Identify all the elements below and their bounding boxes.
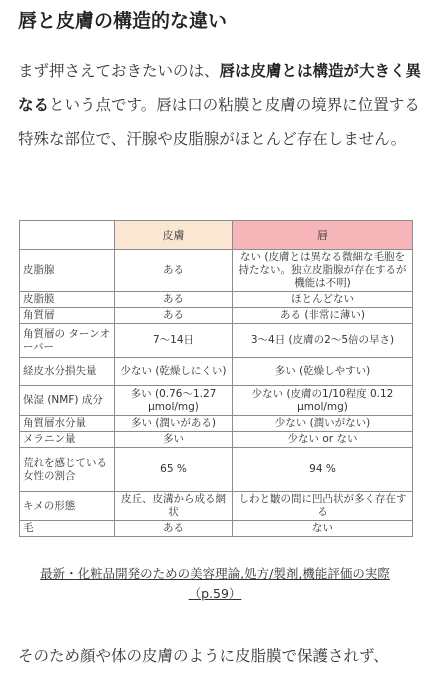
header-cell-skin: 皮膚 [115, 221, 233, 250]
row-label: 保湿 (NMF) 成分 [20, 386, 115, 416]
row-label: 皮脂腺 [20, 250, 115, 292]
row-label: 角質層の ターンオーバー [20, 324, 115, 358]
skin-cell: 多い (潤いがある) [115, 416, 233, 432]
table-row [20, 386, 413, 416]
row-label: 毛 [20, 521, 115, 537]
intro-text-1: まず押さえておきたいのは、 [18, 62, 220, 80]
lip-cell: 3～4日 (皮膚の2～5倍の早さ) [233, 324, 413, 358]
table-row [20, 432, 413, 448]
intro-emphasis: 唇は皮膚とは構造が大きく異なる [18, 62, 422, 114]
lip-cell: ほとんどない [233, 292, 413, 308]
skin-cell: 65 % [115, 448, 233, 492]
skin-cell: ある [115, 250, 233, 292]
skin-cell: ある [115, 521, 233, 537]
section-heading: 唇と皮膚の構造的な違い [18, 10, 228, 32]
lip-cell: 少ない (潤いがない) [233, 416, 413, 432]
lip-cell: 94 % [233, 448, 413, 492]
table-row [20, 416, 413, 432]
table-row [20, 308, 413, 324]
table-row [20, 250, 413, 292]
skin-cell: 多い (0.76～1.27 μmol/mg) [115, 386, 233, 416]
row-label: 角質層 [20, 308, 115, 324]
row-label: メラニン量 [20, 432, 115, 448]
lip-cell: ない [233, 521, 413, 537]
skin-cell: 7～14日 [115, 324, 233, 358]
table-row [20, 292, 413, 308]
header-cell-empty [20, 221, 115, 250]
intro-paragraph [18, 54, 422, 156]
lip-cell: ない (皮膚とは異なる微細な毛胞を持たない。独立皮脂腺が存在するが機能は不明) [233, 250, 413, 292]
lip-cell: しわと皺の間に凹凸状が多く存在する [233, 492, 413, 521]
lip-cell: 少ない (皮膚の1/10程度 0.12 μmol/mg) [233, 386, 413, 416]
row-label: 荒れを感じている 女性の割合 [20, 448, 115, 492]
skin-cell: ある [115, 292, 233, 308]
row-label: 皮脂膜 [20, 292, 115, 308]
table-row [20, 358, 413, 386]
lip-cell: 少ない or ない [233, 432, 413, 448]
lip-cell: ある (非常に薄い) [233, 308, 413, 324]
table-row [20, 324, 413, 358]
skin-cell: 少ない (乾燥しにくい) [115, 358, 233, 386]
lip-cell: 多い (乾燥しやすい) [233, 358, 413, 386]
table-header-row [20, 221, 413, 250]
intro-text-2: という点です。唇は口の粘膜と皮膚の境界に位置する特殊な部位で、汗腺や皮脂腺がほとんど存在しません。 [18, 96, 420, 148]
source-title[interactable]: 最新・化粧品開発のための美容理論,処方/製剤,機能評価の実際 [40, 566, 390, 581]
row-label: キメの形態 [20, 492, 115, 521]
skin-cell: 皮丘、皮溝から成る網状 [115, 492, 233, 521]
outro-paragraph: そのため顔や体の皮膚のように皮脂膜で保護されず、 [18, 647, 389, 665]
skin-cell: 多い [115, 432, 233, 448]
source-citation-link[interactable] [0, 564, 430, 604]
skin-cell: ある [115, 308, 233, 324]
table-row [20, 521, 413, 537]
row-label: 角質層水分量 [20, 416, 115, 432]
header-cell-lip: 唇 [233, 221, 413, 250]
source-page[interactable]: （p.59） [188, 586, 242, 601]
comparison-table [19, 220, 413, 537]
row-label: 経皮水分損失量 [20, 358, 115, 386]
table-row [20, 492, 413, 521]
table-row [20, 448, 413, 492]
